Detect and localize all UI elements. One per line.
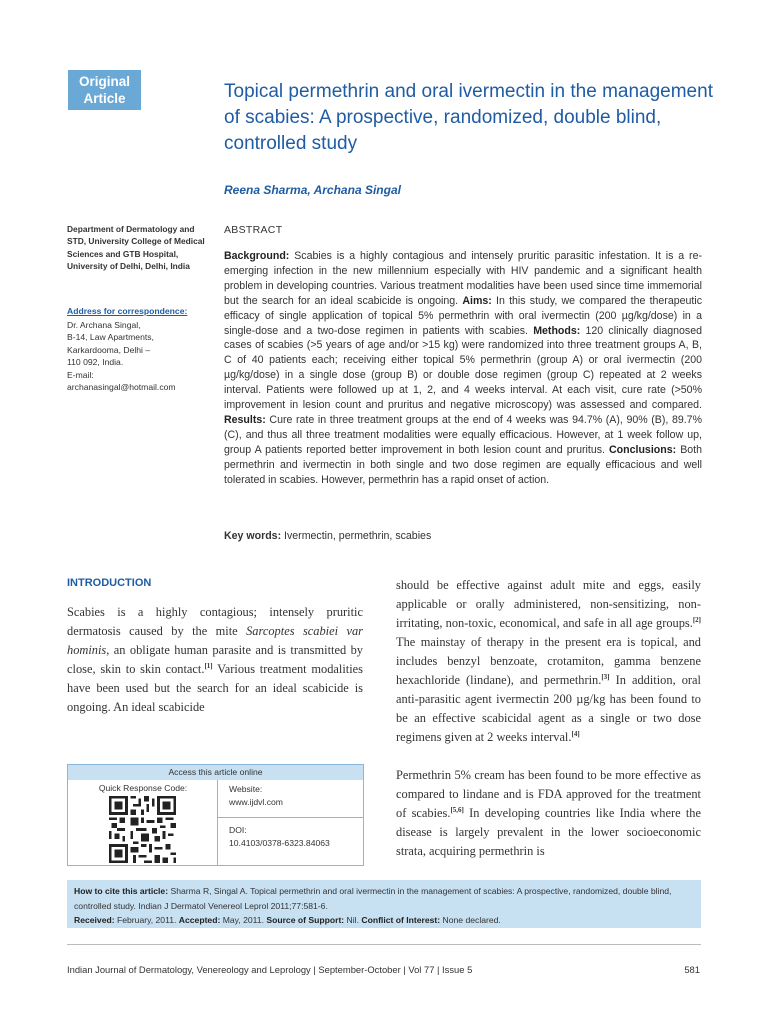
intro-text: The mainstay of therapy in the present era is topical, and includes benzyl benzoate, crotamiton, gamma benzene hexachloride (lindane), and permethrin. (396, 635, 701, 687)
abstract-heading: ABSTRACT (224, 224, 283, 236)
correspondence-heading: Address for correspondence: (67, 306, 188, 316)
affiliation: Department of Dermatology and STD, University College of Medical Sciences and GTB Hospital, University of Delhi, Delhi, India (67, 224, 205, 271)
correspondence-email[interactable]: archanasingal@hotmail.com (67, 382, 176, 393)
journal-footer: Indian Journal of Dermatology, Venereology and Leprology | September-October | Vol 77 | Issue 5 (67, 964, 473, 975)
aims-text: In this study, we compared the therapeutic efficacy of single application of topical 5% permethrin with oral ivermectin (200 µg/kg/dose) in a single-dose and a two-dose regimen in patients with scabies. (224, 294, 702, 337)
badge-line-2: Article (83, 91, 126, 106)
article-title: Topical permethrin and oral ivermectin in the management of scabies: A prospective, randomized, double blind, controlled study (224, 81, 713, 154)
conflict-text: None declared. (440, 915, 501, 925)
doi-link[interactable]: 10.4103/0378-6323.84063 (229, 838, 330, 848)
conflict-label: Conflict of Interest: (361, 915, 441, 925)
introduction-left-column (67, 603, 363, 717)
intro-text: Scabies is a highly contagious; intensely pruritic dermatosis caused by the mite (67, 605, 363, 638)
reference-link[interactable]: [1] (204, 661, 213, 670)
correspondence-line: E-mail: (67, 369, 94, 380)
received-label: Received: (74, 915, 115, 925)
qr-code-icon[interactable] (109, 796, 176, 863)
website-cell (218, 780, 364, 818)
results-label: Results: (224, 413, 266, 426)
conclusions-text: Both permethrin and ivermectin in both single and two dose regimen are equally efficacious and well tolerated in scabies. However, permethrin has a rapid onset of action. (224, 443, 702, 486)
meta-column (218, 780, 364, 866)
doi-cell (218, 818, 364, 850)
website-label: Website: (229, 784, 263, 794)
page-number: 581 (684, 964, 700, 975)
intro-text: , an obligate human parasite and is transmitted by close, skin to skin contact. (67, 643, 363, 676)
aims-label: Aims: (462, 294, 492, 307)
authors: Reena Sharma, Archana Singal (224, 183, 401, 197)
reference-link[interactable]: [5,6] (450, 805, 464, 814)
accepted-label: Accepted: (178, 915, 221, 925)
support-text: Nil. (344, 915, 362, 925)
how-to-cite-label: How to cite this article: (74, 886, 169, 896)
qr-label: Quick Response Code: (98, 783, 188, 793)
correspondence-line: 110 092, India. (67, 357, 124, 368)
access-heading: Access this article online (68, 765, 363, 780)
website-link[interactable]: www.ijdvl.com (229, 797, 283, 807)
correspondence-line: Dr. Archana Singal, (67, 320, 141, 330)
qr-column (68, 780, 218, 866)
access-box (67, 764, 364, 866)
reference-link[interactable]: [4] (571, 729, 580, 738)
how-to-cite (74, 884, 694, 913)
abstract-body (224, 249, 702, 488)
conclusions-label: Conclusions: (609, 443, 677, 456)
intro-text: In addition, oral anti-parasitic agent ivermectin 200 µg/kg has been found to be an effective scabicidal agent as a single or two dose regimens given at 2 weeks interval. (396, 673, 701, 744)
correspondence-line: B-14, Law Apartments, (67, 332, 154, 343)
intro-text: Permethrin 5% cream has been found to be more effective as compared to lindane and is FDA approved for the treatment of scabies. (396, 768, 701, 820)
correspondence-line: Karkardooma, Delhi – (67, 344, 151, 355)
article-dates (74, 913, 694, 928)
methods-label: Methods: (533, 324, 581, 337)
keywords-text: Ivermectin, permethrin, scabies (281, 530, 432, 542)
doi-label: DOI: (229, 825, 247, 835)
introduction-right-column (396, 576, 701, 880)
accepted-text: May, 2011. (220, 915, 267, 925)
reference-link[interactable]: [3] (601, 672, 610, 681)
methods-text: 120 clinically diagnosed cases of scabies (>5 years of age and/or >15 kg) were randomized into three treatment groups A, B, C of 40 patients each; receiving either topical 5% permethrin (group A) or oral ivermectin (200 µg/kg/dose) in a single dose (group B) or double dose regimen (group C) repeated at 2 weeks interval. Patients were followed up at 1, 2, and 4 weeks interval. At each visit, cure rate (>50% improvement in lesion count and pruritus and negative microscopy) was assessed and compared. (224, 324, 703, 412)
received-text: February, 2011. (114, 915, 179, 925)
intro-text: In developing countries like India where the disease is largely prevalent in the lower socioeconomic strata, acquiring permethrin is (396, 806, 701, 858)
footer-divider (67, 944, 701, 945)
correspondence-address (67, 319, 217, 393)
badge-line-1: Original (78, 74, 130, 89)
how-to-cite-text: Sharma R, Singal A. Topical permethrin and oral ivermectin in the management of scabies: A prospective, randomized, double blind, controlled study. Indian J Dermatol Venereol Leprol 2011;77:581-6. (74, 886, 672, 911)
paragraph (396, 576, 701, 747)
citation-box (67, 880, 701, 928)
background-label: Background: (224, 250, 290, 262)
species-name: Sarcoptes scabiei var hominis (67, 624, 363, 657)
background-text: Scabies is a highly contagious and intensely pruritic parasitic infestation. It is a re-emerging infection in the new millennium especially with HIV pandemic and a significant health problem in developing countries. Various treatment modalities have been used since time immemorial but the search for an ideal scabicide is ongoing. (224, 250, 702, 307)
access-body (68, 780, 363, 866)
intro-text: Various treatment modalities have been used but the search for an ideal scabicide is ongoing. An ideal scabicide (67, 662, 363, 714)
introduction-heading: INTRODUCTION (67, 577, 152, 589)
paragraph (396, 766, 701, 861)
reference-link[interactable]: [2] (692, 615, 701, 624)
intro-text: should be effective against adult mite and eggs, easily applicable or orally administered, non-sensitizing, non-irritating, non-toxic, economical, and safe in all age groups. (396, 578, 701, 630)
support-label: Source of Support: (266, 915, 345, 925)
results-text: Cure rate in three treatment groups at the end of 4 weeks was 94.7% (A), 90% (B), 89.7%(C), and thus all three treatment modalities were equally efficacious. However, at 1 week follow up, group A patients reported better improvement in both lesion count and pruritus. (224, 413, 702, 456)
article-type-badge (68, 70, 141, 110)
keywords (224, 530, 431, 542)
keywords-label: Key words: (224, 530, 282, 542)
